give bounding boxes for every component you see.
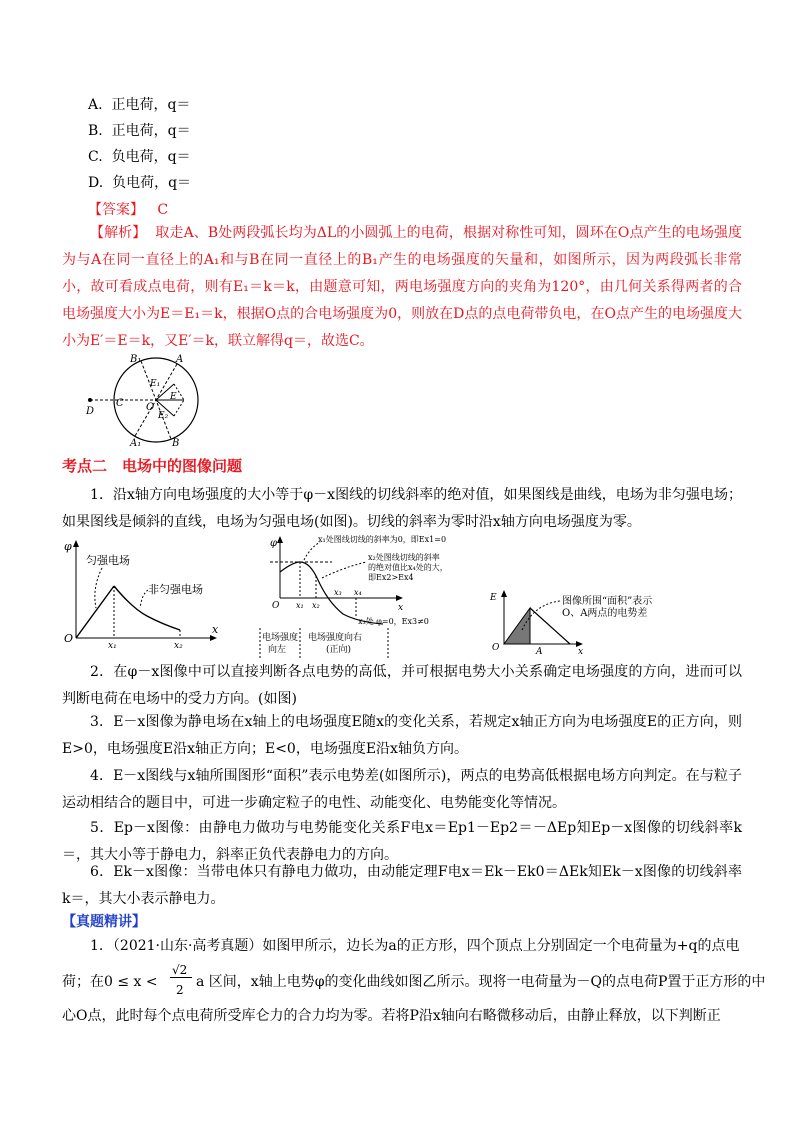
svg-text:A: A: [176, 354, 184, 365]
shaded-area: [504, 608, 530, 644]
fraction-denominator: 2: [176, 983, 184, 997]
svg-text:x₃: x₃: [334, 588, 342, 597]
point-4: 4．E－x图线与x轴所围图形“面积”表示电势差(如图所示)，两点的电势高低根据电场方向判定。在与粒子运动相结合的题目中，可进一步确定粒子的电性、动能变化、电势能变化等情况。: [62, 768, 742, 811]
question-line-2: 荷；在0 ≤ x < √2 2 a 区间，x轴上电势φ的变化曲线如图乙所示。现将一电荷量为－Q的点电荷P置于正方形的中: [62, 957, 752, 1001]
svg-text:O: O: [146, 402, 155, 413]
question-line-3: 心O点，此时每个点电荷所受库仑力的合力均为零。若将P沿x轴向右略微移动后，由静止释放，以下判断正: [62, 1008, 721, 1024]
svg-text:x₃处 φ=0，Ex3≠0: x₃处 φ=0，Ex3≠0: [358, 617, 429, 626]
svg-text:x: x: [578, 647, 584, 657]
fraction-numerator: √2: [172, 963, 188, 977]
svg-text:D: D: [86, 406, 95, 417]
svg-text:E: E: [170, 392, 177, 402]
svg-text:B: B: [172, 438, 180, 449]
svg-text:x: x: [212, 623, 219, 636]
point-6: 6．Ek－x图像：当带电体只有静电力做功，由动能定理F电x＝Ek－Ek0＝ΔEk知Ek－x图像的切线斜率k＝，其大小表示静电力。: [62, 864, 742, 907]
svg-text:φ: φ: [64, 540, 72, 553]
svg-text:(正向): (正向): [326, 645, 352, 655]
point-1: 1．沿x轴方向电场强度的大小等于φ－x图线的切线斜率的绝对值，如果图线是曲线，电场为非匀强电场；如果图线是倾斜的直线，电场为匀强电场(如图)。切线的斜率为零时沿x轴方向电场强度为零。: [62, 487, 742, 530]
svg-text:非匀强电场: 非匀强电场: [148, 583, 203, 596]
svg-text:φ: φ: [270, 538, 278, 549]
option-d: D. 负电荷，q＝: [88, 175, 192, 191]
svg-text:向左: 向左: [268, 645, 287, 655]
svg-text:的绝对值比x₄处的大，: 的绝对值比x₄处的大，: [368, 563, 448, 572]
svg-text:图像所围“面积”表示: 图像所围“面积”表示: [562, 596, 653, 607]
svg-text:C: C: [116, 398, 124, 409]
analysis-paragraph: 【解析】 取走A、B处两段弧长均为ΔL的小圆弧上的电荷，根据对称性可知，圆环在O点产生的电场强度为与A在同一直径上的A₁和与B在同一直径上的B₁产生的电场强度的矢量和，如图所示，因为两段弧长非常小，故可看成点电荷，则有E₁＝k＝k，由题意可知，两电场强度方向的夹角为120°，由几何关系得两者的合电场强度大小为E＝E₁＝k，根据O点的合电场强度为0，则放在D点的点电荷带负电，在O点产生的电场强度大小为E′＝E＝k，又E′＝k，联立解得q＝，故选C。: [62, 225, 743, 349]
section-heading: 考点二 电场中的图像问题: [62, 457, 243, 475]
svg-text:A₁: A₁: [130, 438, 142, 449]
option-a: A. 正电荷，q＝: [88, 97, 191, 113]
svg-text:电场强度: 电场强度: [262, 633, 299, 643]
svg-text:x₄: x₄: [354, 588, 362, 597]
svg-text:x₁处图线切线的斜率为0，即Ex1=0: x₁处图线切线的斜率为0，即Ex1=0: [318, 535, 447, 544]
question-line-1: 1．（2021·山东·高考真题）如图甲所示，边长为a的正方形，四个顶点上分别固定一个电荷量为+q的点电: [90, 938, 740, 954]
svg-text:电场强度向右: 电场强度向右: [308, 633, 363, 643]
svg-text:E: E: [490, 593, 497, 603]
svg-text:B₁: B₁: [130, 354, 142, 365]
option-c: C. 负电荷，q＝: [88, 149, 191, 165]
circle-field-figure: [80, 350, 210, 450]
svg-text:匀强电场: 匀强电场: [86, 554, 130, 567]
svg-text:x₁: x₁: [108, 641, 117, 651]
uniform-segment: [76, 586, 114, 638]
svg-text:A: A: [536, 647, 543, 657]
question-block: [62, 935, 766, 1027]
answer-line: 【答案】 C: [88, 202, 169, 218]
point-3: 3．E－x图像为静电场在x轴上的电场强度E随x的变化关系，若规定x轴正方向为电场强度E的正方向，则E>0，电场强度E沿x轴正方向；E<0，电场强度E沿x轴负方向。: [62, 714, 742, 757]
point-d: [88, 398, 92, 402]
svg-text:O、A两点的电势差: O、A两点的电势差: [562, 608, 648, 619]
svg-text:O: O: [272, 601, 280, 611]
svg-text:E₂: E₂: [158, 411, 169, 421]
svg-text:E₁: E₁: [150, 379, 161, 389]
graph-field-area: [482, 586, 712, 657]
point-5: 5．Ep－x图像：由静电力做功与电势能变化关系F电x＝Ep1－Ep2＝－ΔEp知Ep－x图像的切线斜率k＝，其大小等于静电力，斜率正负代表静电力的方向。: [62, 820, 742, 863]
svg-text:O: O: [492, 643, 500, 653]
svg-text:即Ex2>Ex4: 即Ex2>Ex4: [368, 573, 414, 582]
point-2: 2．在φ－x图像中可以直接判断各点电势的高低，并可根据电势大小关系确定电场强度的方向，进而可以判断电荷在电场中的受力方向。(如图): [62, 664, 742, 707]
exam-tag: 【真题精讲】: [62, 914, 146, 930]
svg-text:x₂处图线切线的斜率: x₂处图线切线的斜率: [368, 553, 440, 562]
fraction-bar: [170, 977, 192, 978]
graph-uniform-field: [62, 538, 232, 651]
svg-text:x₂: x₂: [174, 641, 183, 651]
graph-potential-tangent: [238, 532, 480, 660]
svg-text:O: O: [64, 632, 74, 645]
svg-text:x₁: x₁: [296, 601, 304, 610]
svg-text:x₂: x₂: [312, 601, 320, 610]
svg-text:x: x: [398, 603, 404, 613]
option-b: B. 正电荷，q＝: [88, 123, 191, 139]
